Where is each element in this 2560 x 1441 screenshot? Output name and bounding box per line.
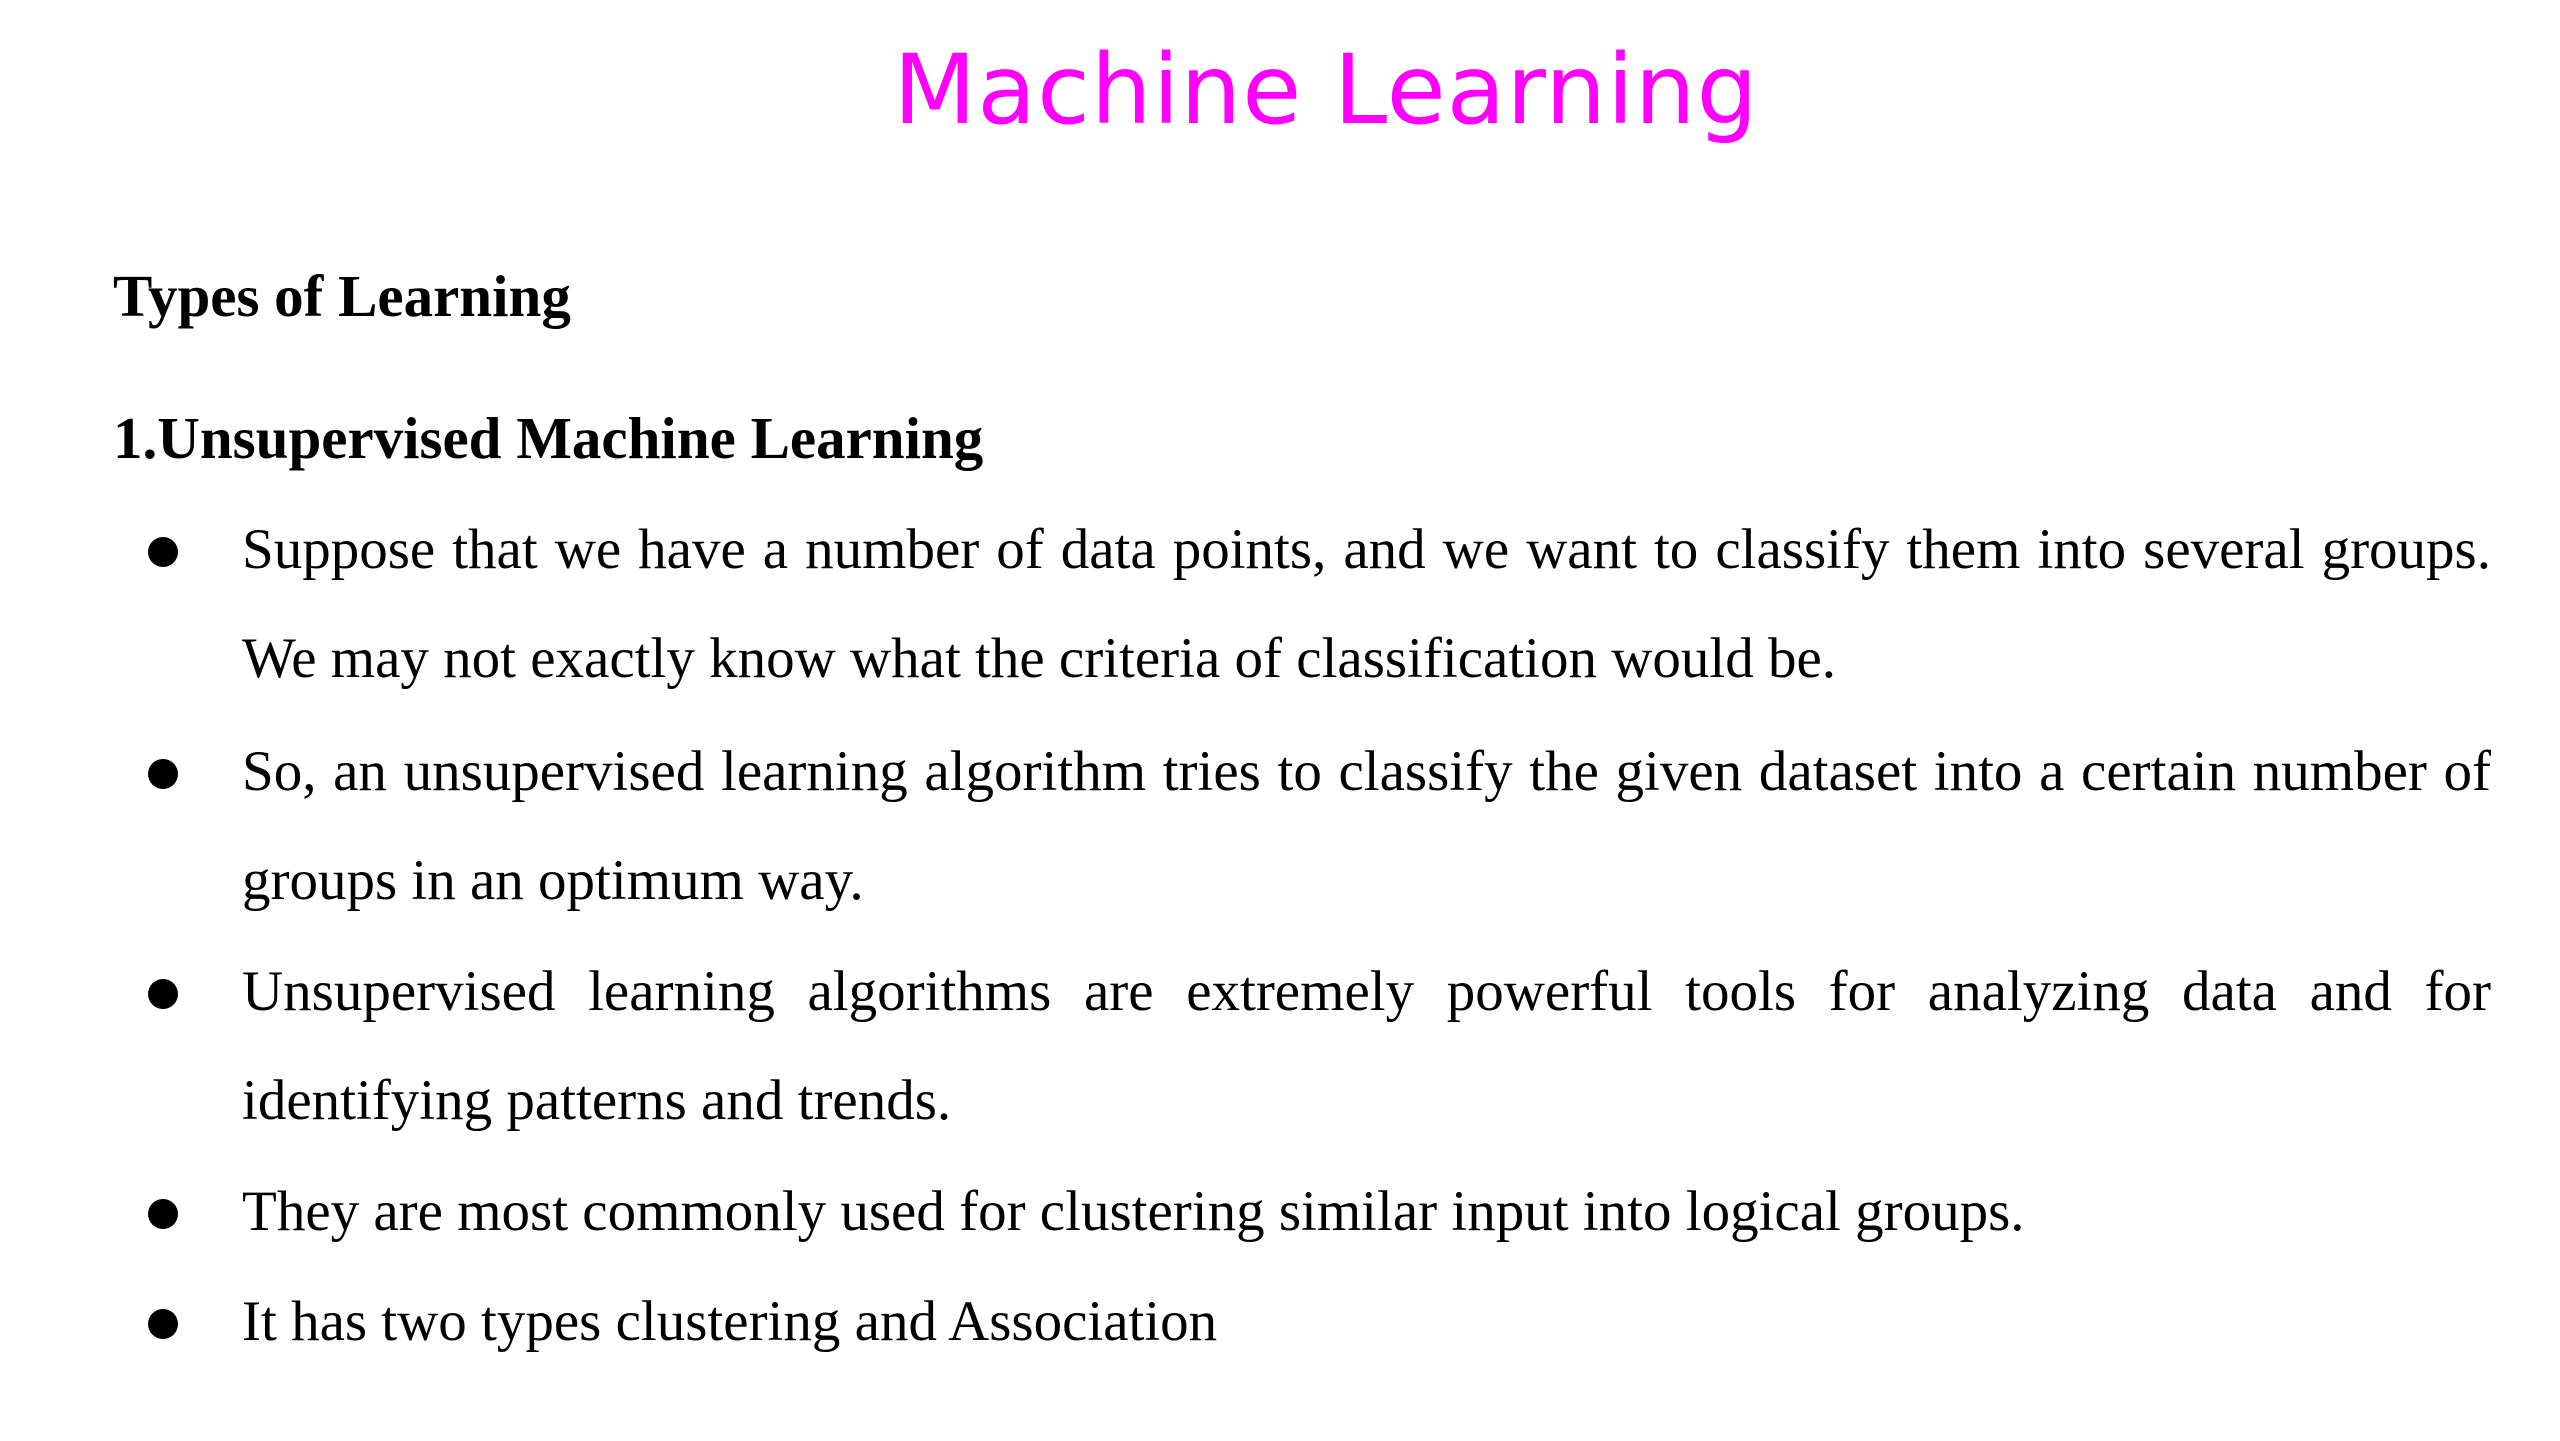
bullet-icon — [148, 759, 178, 789]
section-heading: Types of Learning — [113, 263, 571, 329]
bullet-icon — [148, 1309, 178, 1339]
bullet-text: It has two types clustering and Association — [242, 1290, 1218, 1353]
bullet-text: So, an unsupervised learning algorithm tries to classify the given dataset into a certain number of groups in an optimum way. — [242, 740, 2491, 912]
bullet-icon — [148, 1199, 178, 1229]
slide-title: Machine Learning — [893, 34, 1759, 146]
bullet-icon — [148, 979, 178, 1009]
bullet-text: Unsupervised learning algorithms are extremely powerful tools for analyzing data and for identifying patterns and trends. — [242, 960, 2491, 1132]
bullet-text: They are most commonly used for clustering similar input into logical groups. — [242, 1180, 2025, 1243]
bullet-icon — [148, 537, 178, 567]
subsection-heading: 1.Unsupervised Machine Learning — [113, 405, 984, 471]
bullet-text: Suppose that we have a number of data points, and we want to classify them into several groups. We may not exactly know what the criteria of classification would be. — [242, 518, 2491, 690]
